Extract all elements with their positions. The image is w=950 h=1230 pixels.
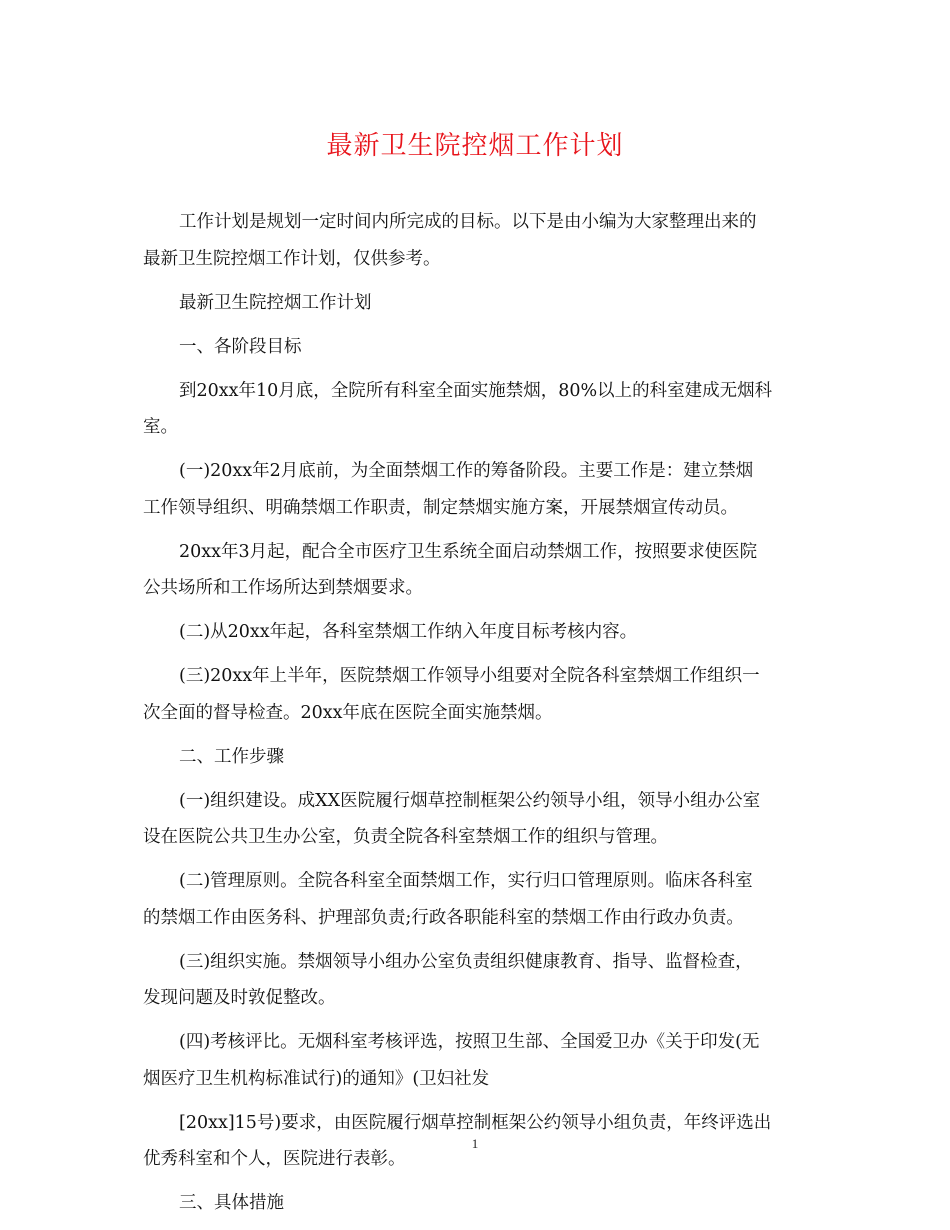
document-body [143,204,808,1229]
paragraph-line: 工作领导组织、明确禁烟工作职责，制定禁烟实施方案，开展禁烟宣传动员。 [143,497,738,518]
section-heading-measures [143,1185,808,1222]
paragraph-line: 工作计划是规划一定时间内所完成的目标。以下是由小编为大家整理出来的 [179,212,757,232]
page-number: 1 [471,1136,479,1151]
section-heading-goals [143,329,808,366]
paragraph-line: 设在医院公共卫生办公室，负责全院各科室禁烟工作的组织与管理。 [143,827,668,847]
paragraph-goal-1 [143,453,808,526]
paragraph-line: 三、具体措施 [179,1193,284,1213]
paragraph-line: 最新卫生院控烟工作计划 [179,292,372,313]
paragraph-line: 公共场所和工作场所达到禁烟要求。 [143,578,423,598]
paragraph-line: 到20xx年10月底，全院所有科室全面实施禁烟，80%以上的科室建成无烟科 [179,380,773,401]
paragraph-subtitle [143,285,808,322]
paragraph-line: [20xx]15号)要求，由医院履行烟草控制框架公约领导小组负责，年终评选出 [179,1112,772,1133]
paragraph-line: 一、各阶段目标 [179,336,302,357]
paragraph-goal-march [143,534,808,607]
paragraph-line: (四)考核评比。无烟科室考核评选，按照卫生部、全国爱卫办《关于印发(无 [179,1032,760,1052]
section-heading-steps [143,739,808,776]
paragraph-line: 二、工作步骤 [179,746,284,767]
paragraph-line: 次全面的督导检查。20xx年底在医院全面实施禁烟。 [143,702,553,723]
paragraph-line: (三)20xx年上半年，医院禁烟工作领导小组要对全院各科室禁烟工作组织一 [179,666,760,686]
paragraph-step-3 [143,944,808,1017]
paragraph-line: (三)组织实施。禁烟领导小组办公室负责组织健康教育、指导、监督检查， [179,951,753,972]
paragraph-line: 室。 [143,417,178,437]
paragraph-goal-3 [143,658,808,731]
paragraph-step-4 [143,1024,808,1097]
document-title: 最新卫生院控烟工作计划 [326,131,624,161]
paragraph-line: 的禁烟工作由医务科、护理部负责;行政各职能科室的禁烟工作由行政办负责。 [143,907,744,928]
paragraph-line: (一)组织建设。成XX医院履行烟草控制框架公约领导小组，领导小组办公室 [179,790,761,811]
paragraph-line: 优秀科室和个人，医院进行表彰。 [143,1149,406,1169]
paragraph-step-1 [143,783,808,856]
paragraph-line: 20xx年3月起，配合全市医疗卫生系统全面启动禁烟工作，按照要求使医院 [179,541,758,562]
paragraph-line: 烟医疗卫生机构标准试行)的通知》(卫妇社发 [143,1068,490,1089]
paragraph-line: 最新卫生院控烟工作计划，仅供参考。 [143,248,441,269]
paragraph-step-2 [143,863,808,936]
paragraph-line: (二)管理原则。全院各科室全面禁烟工作，实行归口管理原则。临床各科室 [179,871,753,891]
paragraph-goal-overview [143,373,808,446]
paragraph-goal-2 [143,614,808,651]
paragraph-line: 发现问题及时敦促整改。 [143,988,336,1008]
paragraph-line: (二)从20xx年起，各科室禁烟工作纳入年度目标考核内容。 [179,622,638,642]
paragraph-line: (一)20xx年2月底前，为全面禁烟工作的筹备阶段。主要工作是：建立禁烟 [179,461,754,481]
paragraph-intro [143,204,808,277]
